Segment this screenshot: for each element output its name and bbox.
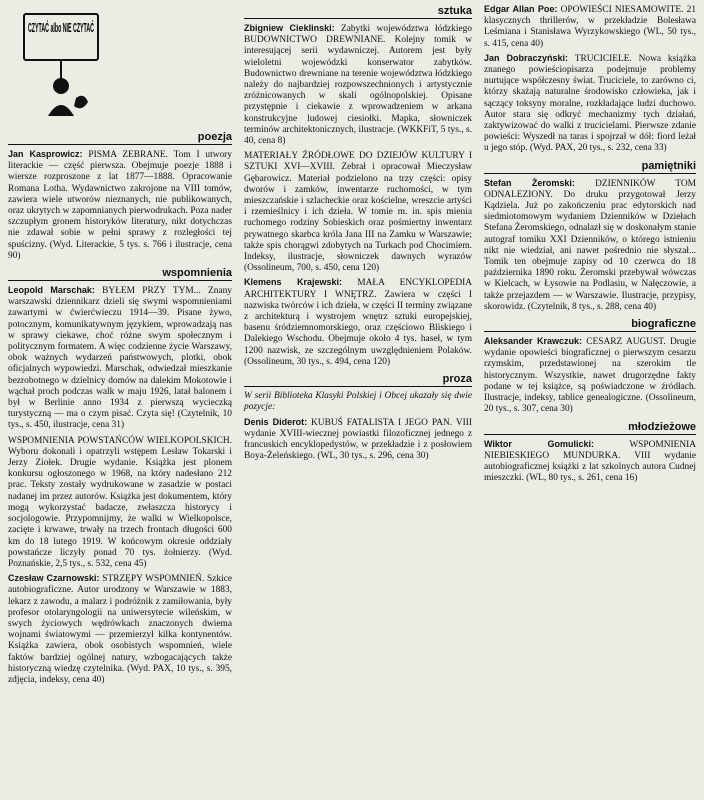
entry-author: Zbigniew Cieklinski: — [244, 23, 335, 33]
entry-author: Wiktor Gomulicki: — [484, 438, 595, 449]
column-2 — [244, 0, 472, 800]
entry-text: Do druku przygotował Jerzy Kądziela. Już po zakończeniu prac edytorskich nad siedmiotomowym wydaniem Dzienników w Dziełach Stefana Żeromskiego, odnalazł się w doskonałym stanie autograf tomiku XXI Dzienników, o którego istnieniu nikt nie wiedział, ani nawet pośrednio nie słyszał... Tomik ten obejmuje zapisy od 10 czerwca do 18 października 1890 roku. Żeromski przebywał wówczas w Kielcach, w Łysowie na Podlasiu, w Nałęczowie, a także przejazdem — w Warszawie. Ilustracje, przypisy, skorowidz. (Czytelnik, 8 tys., s. 288, cena 40) — [484, 189, 696, 312]
entry-krajewski — [244, 277, 472, 368]
entry-czarnowski — [8, 573, 232, 686]
entry-title: TRUCICIELE. — [574, 53, 632, 64]
logo-drawing — [16, 8, 106, 118]
entry-materialy — [244, 150, 472, 274]
column-3 — [484, 0, 696, 800]
entry-text: Zawiera w części I nazwiska twórców i ich dzieła, w części II terminy związane z architekturą i wystrojem wnętrz sztuki europejskiej, basenu śródziemnomorskiego, oraz częściowo Bliskiego i Dalekiego Wschodu. Obejmuje około 4 tys. haseł, w tym 1200 nazwisk, ze szczególnym uwzględnieniem Polaków. (Ossolineum, 30 tys., s. 494, cena 120) — [244, 289, 472, 367]
entry-title: DZIENNIKÓW TOM ODNALEZIONY. — [484, 178, 696, 200]
entry-title: BYŁEM PRZY TYM... — [102, 286, 201, 297]
section-poezja: poezja — [8, 131, 232, 145]
section-proza: proza — [244, 373, 472, 387]
section-biograficzne: biograficzne — [484, 318, 696, 332]
entry-title: Zabytki województwa łódzkiego BUDOWNICTWO DREWNIANE. — [244, 24, 472, 46]
entry-cieklinski — [244, 23, 472, 147]
logo-text: CZYTAĆ albo NIE CZYTAĆ — [28, 20, 95, 35]
entry-marschak — [8, 285, 232, 432]
section-wspomnienia: wspomnienia — [8, 267, 232, 281]
entry-author: Czesław Czarnowski: — [8, 573, 100, 584]
czytac-logo — [16, 8, 106, 118]
entry-text: Tom I utwory literackie — część pierwsza. Obejmuje poezje 1888 i wiersze rozproszone z lat 1877—1888. Opracowanie Romana Lotha. Wydawnictwo zakrojone na VIII tomów, zawiera wiele utworów nieznanych, nie publikowanych, oraz ukrytych w zapomnianych pierwodrukach. Poza nader szczupłym gronem historyków literatury, nikt dotychczas nie zdawał sobie w pełni sprawy z rozległości tej spuścizny. (Wyd. Literackie, 5 tys. s. 766 i ilustracje, cena 90) — [8, 150, 232, 261]
entry-title: MATERIAŁY ŹRÓDŁOWE DO DZIEJÓW KULTURY I SZTUKI XVI—XVIII. — [244, 151, 472, 173]
column-1 — [8, 0, 232, 800]
entry-wspomnienia-wlkp — [8, 435, 232, 570]
entry-text: Zebrał i opracował Mieczysław Gębarowicz. Materiał podzielono na trzy części: opisy dworów i zamków, inwentarze ruchomości, w tym mieszczańskie i szlacheckie oraz kościelne, wreszcie artyści i rzemieślnicy i ich dzieła. W tomie m. in. spis mienia ruchomego rodziny Sobieskich oraz pośmiertny inwentarz prywatnego skarbca króla Jana III na Zamku w Warszawie; także spis chorągwi zdobytych na Turkach pod Chocimiem. Indeksy, ilustracje, słowniczek dawnych wyrazów (Ossolineum, 700, s. 450, cena 120) — [244, 162, 473, 274]
entry-title: CESARZ AUGUST. — [586, 337, 666, 348]
entry-author: Jan Dobraczyński: — [484, 52, 569, 63]
entry-author: Klemens Krajewski: — [244, 277, 342, 288]
entry-text: VIII wydanie autobiograficznej książki z lat szkolnych autora Cudnej mieszczki. (WL, 80 tys., s. 261, cena 16) — [484, 450, 696, 484]
entry-text: Wyboru dokonali i opatrzyli wstępem Lesław Tokarski i Jerzy Ziołek. Drugie wydanie. Książka jest plonem konkursu ogłoszonego w 1968, na który nadesłano 212 prac. Teksty zostały wydrukowane w zasadzie w postaci nadanej im przez autorów. Książka jest dokumentem, który mogą wykorzystać badacze, zwłaszcza historycy i socjologowie. Przypomnijmy, że walki w Wielkopolsce, zacięte i krwawe, trwały na trzech frontach długości 600 km do 18 lutego 1919. W końcowym okresie oddziały powstańcze liczyły ponad 70 tys. żołnierzy. (Wyd. Poznańskie, 2,5 tys., s. 532, cena 45) — [8, 446, 232, 569]
entry-text: Szkice autobiograficzne. Autor urodzony w Warszawie w 1883, lekarz z zawodu, a malarz i podróżnik z zamiłowania, były profesor otolaryngologii na uniwersytecie wileńskim, w swych życiowych wędrówkach znaczonych dwiema wojnami światowymi — przemierzył kilka kontynentów. Książka zawiera, obok osobistych wspomnień, wiele faktów bardziej ogólnej natury, wzbogacających także historyczną wiedzę czytelnika. (Wyd. PAX, 10 tys., s. 395, zdjęcia, indeksy, cena 40) — [8, 574, 233, 685]
section-mlodziezowe: młodzieżowe — [484, 421, 696, 435]
entry-poe — [484, 4, 696, 50]
entry-text: Nowa książka znanego powieściopisarza podejmuje problemy nurtujące współczesny świat. Truciciele, to zarówno ci, którzy skażają naturalne środowisko człowieka, jak i sączący toksyny moralne, rozkładające ludzi duchowo. Autor stara się odkryć mechanizmy tych działań, zaktywizować do walki z trucicielami. Pierwsze zdanie powieści: Wyszedł na taras i spojrzał w dół: fiord leżał u jego stóp. (Wyd. PAX, 20 tys., s. 232, cena 33) — [484, 53, 696, 154]
entry-gomulicki — [484, 439, 696, 485]
entry-title: STRZĘPY WSPOMNIEŃ. — [102, 574, 205, 585]
entry-author: Stefan Żeromski: — [484, 177, 575, 188]
logo-container — [8, 0, 232, 126]
entry-author: Denis Diderot: — [244, 416, 308, 427]
entry-text: Kolejny tomik w interesującej serii wydawniczej. Autorem jest były wieloletni wojewódzki konserwator zabytków. Budownictwo drewniane na terenie województwa łódzkiego należy do najbardziej rozpowszechnionych i artystycznie zróżnicowanych w skali ogólnopolskiej. Opisane przystępnie i ciekawie z wprowadzeniem w arkana konstrukcyjne ludowej ciesiołki. Mapka, słowniczek terminów architektonicznych, ilustracje. (WKKFiT, 5 tys., s. 40, cena 8) — [244, 35, 472, 147]
entry-text: VIII wydanie XVIII-wiecznej powiastki filozoficznej jednego z francuskich encyklopedystów, w przekładzie i z posłowiem Boya-Żeleńskiego. (WL, 30 tys., s. 296, cena 30) — [244, 417, 472, 462]
entry-zeromski — [484, 178, 696, 313]
section-sztuka: sztuka — [244, 5, 472, 19]
entry-author: Leopold Marschak: — [8, 285, 95, 296]
entry-title: OPOWIEŚCI NIESAMOWITE. — [560, 5, 684, 15]
entry-krawczuk — [484, 336, 696, 415]
entry-kasprowicz — [8, 149, 232, 262]
entry-text: Drugie wydanie opowieści biograficznej o pierwszym cesarzu rzymskim, przedstawionej na szerokim tle historycznym. Wszystkie, nawet drugorzędne fakty podane w tej książce, są poświadczone w źródłach. Ilustracje, indeksy, tablice genealogiczne. (Ossolineum, 20 tys., s. 307, cena 30) — [484, 337, 697, 415]
entry-author: Aleksander Krawczuk: — [484, 336, 582, 347]
entry-text: Znany warszawski dziennikarz dzieli się swymi wspomnieniami zawartymi w ćwierćwieczu 1914—39. Pisane żywo, potocznym, komunikatywnym językiem, wprowadzają nas w sprawy ciekawe, choć różne swym społecznym i politycznym formatem. A więc codzienne życie Warszawy, obok ważnych wydarzeń państwowych, plotki, obok oficjalnych wypowiedzi. Marschak, odwiedzał mieszkanie bezrobotnego w dzielnicy domów na dalekim Mokotowie i wąchał proch podczas walk w maju 1926, latał balonem i był w Berlinie anno 1934 z pierwszą wycieczką turystyczną — ma o czym pisać. Czyta się! (Czytelnik, 10 tys., s. 450, ilustracje, cena 31) — [8, 286, 232, 431]
entry-title: WSPOMNIENIA NIEBIESKIEGO MUNDURKA. — [484, 439, 696, 461]
section-pamietniki: pamiętniki — [484, 160, 696, 174]
entry-title: PISMA ZEBRANE. — [88, 150, 168, 160]
entry-title: KUBUŚ FATALISTA I JEGO PAN. — [311, 417, 453, 428]
entry-title: WSPOMNIENIA POWSTAŃCÓW WIELKOPOLSKICH. — [8, 435, 232, 446]
entry-author: Jan Kasprowicz: — [8, 149, 83, 159]
entry-diderot — [244, 417, 472, 463]
entry-text: 21 klasycznych thrillerów, w przekładzie Bolesława Leśmiana i Stanisława Wyrzykowskiego (WL, 50 tys., s. 415, cena 40) — [484, 5, 696, 49]
entry-title: MAŁA ENCYKLOPEDIA ARCHITEKTURY I WNĘTRZ. — [244, 278, 472, 300]
entry-author: Edgar Allan Poe: — [484, 4, 558, 14]
proza-intro: W serii Biblioteka Klasyki Polskiej i Obcej ukazały się dwie pozycje: — [244, 391, 472, 413]
entry-dobraczynski — [484, 53, 696, 155]
